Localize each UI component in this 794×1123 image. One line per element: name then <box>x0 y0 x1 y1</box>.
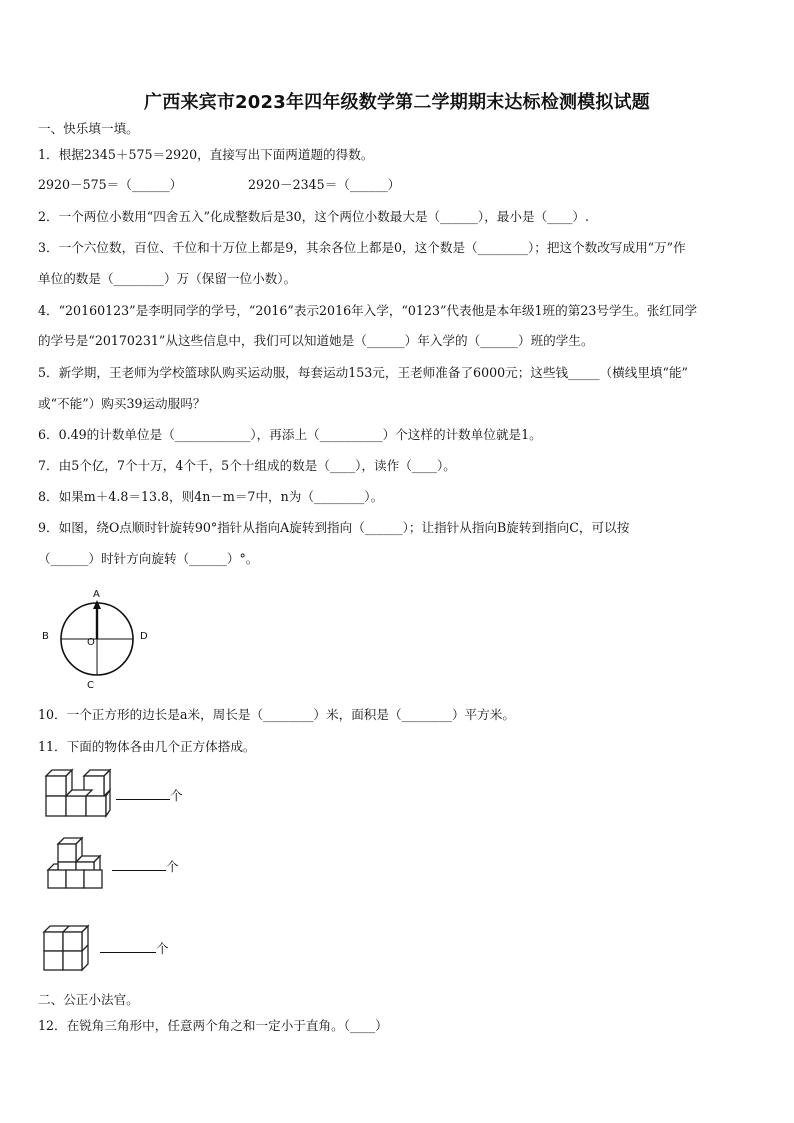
dial-label-b: B <box>42 631 49 642</box>
section-1-heading: 一、快乐填一填。 <box>38 121 139 136</box>
cube-figure-1 <box>40 768 120 818</box>
question-8: 8．如果m＋4.8＝13.8，则4n－m＝7中，n为（________）。 <box>38 489 384 504</box>
question-7: 7．由5个亿，7个十万，4个千，5个十组成的数是（____），读作（____）。 <box>38 458 456 473</box>
cube-1-unit: 个 <box>170 788 183 803</box>
cube-2-answer-blank[interactable] <box>112 858 166 871</box>
question-11: 11．下面的物体各由几个正方体搭成。 <box>38 739 256 754</box>
question-4-line-1: 4．“20160123”是李明同学的学号，“2016”表示2016年入学，“0123”代表他是本年级1班的第23号学生。张红同学 <box>38 303 698 318</box>
cube-2-unit: 个 <box>166 859 179 874</box>
question-2: 2．一个两位小数用“四舍五入”化成整数后是30，这个两位小数最大是（______），最小是（____）. <box>38 209 589 224</box>
cube-3-answer <box>100 940 169 957</box>
dial-label-c: C <box>87 680 94 691</box>
dial-label-d: D <box>140 631 148 642</box>
cube-1-answer-blank[interactable] <box>116 787 170 800</box>
rotation-dial-figure <box>36 584 166 694</box>
cube-3-answer-blank[interactable] <box>100 940 156 953</box>
cube-3-unit: 个 <box>156 941 169 956</box>
question-1-part-b: 2920－2345＝（______） <box>248 177 401 192</box>
question-6: 6．0.49的计数单位是（____________），再添上（__________）个这样的计数单位就是1。 <box>38 427 542 442</box>
question-1: 1．根据2345＋575＝2920，直接写出下面两道题的得数。 <box>38 147 374 162</box>
cube-figure-2 <box>44 838 114 898</box>
dial-label-o: O <box>87 637 95 648</box>
cube-figure-3 <box>40 922 100 982</box>
question-12: 12．在锐角三角形中，任意两个角之和一定小于直角。（____） <box>38 1018 388 1033</box>
cube-1-answer <box>116 787 183 804</box>
page-title: 广西来宾市2023年四年级数学第二学期期末达标检测模拟试题 <box>144 92 650 113</box>
dial-pointer-arrowhead-icon <box>93 600 101 609</box>
question-1-part-a: 2920－575＝（______） <box>38 177 183 192</box>
cube-2-answer <box>112 858 179 875</box>
question-3-line-2: 单位的数是（________）万（保留一位小数）。 <box>38 271 297 286</box>
question-5-line-2: 或“不能”）购买39运动服吗？ <box>38 396 206 411</box>
question-9-line-2: （______）时针方向旋转（______）°。 <box>38 551 259 566</box>
question-5-line-1: 5．新学期，王老师为学校篮球队购买运动服，每套运动153元，王老师准备了6000元；这些钱_____（横线里填“能” <box>38 365 688 380</box>
question-9-line-1: 9．如图，绕O点顺时针旋转90°指针从指向A旋转到指向（______）；让指针从指向B旋转到指向C，可以按 <box>38 520 630 535</box>
question-3-line-1: 3．一个六位数，百位、千位和十万位上都是9，其余各位上都是0，这个数是（________）；把这个数改写成用“万”作 <box>38 240 686 255</box>
dial-label-a: A <box>93 589 100 600</box>
question-10: 10．一个正方形的边长是a米，周长是（________）米，面积是（________）平方米。 <box>38 707 515 722</box>
section-2-heading: 二、公正小法官。 <box>38 992 139 1007</box>
question-4-line-2: 的学号是“20170231”从这些信息中，我们可以知道她是（______）年入学的（______）班的学生。 <box>38 333 594 348</box>
